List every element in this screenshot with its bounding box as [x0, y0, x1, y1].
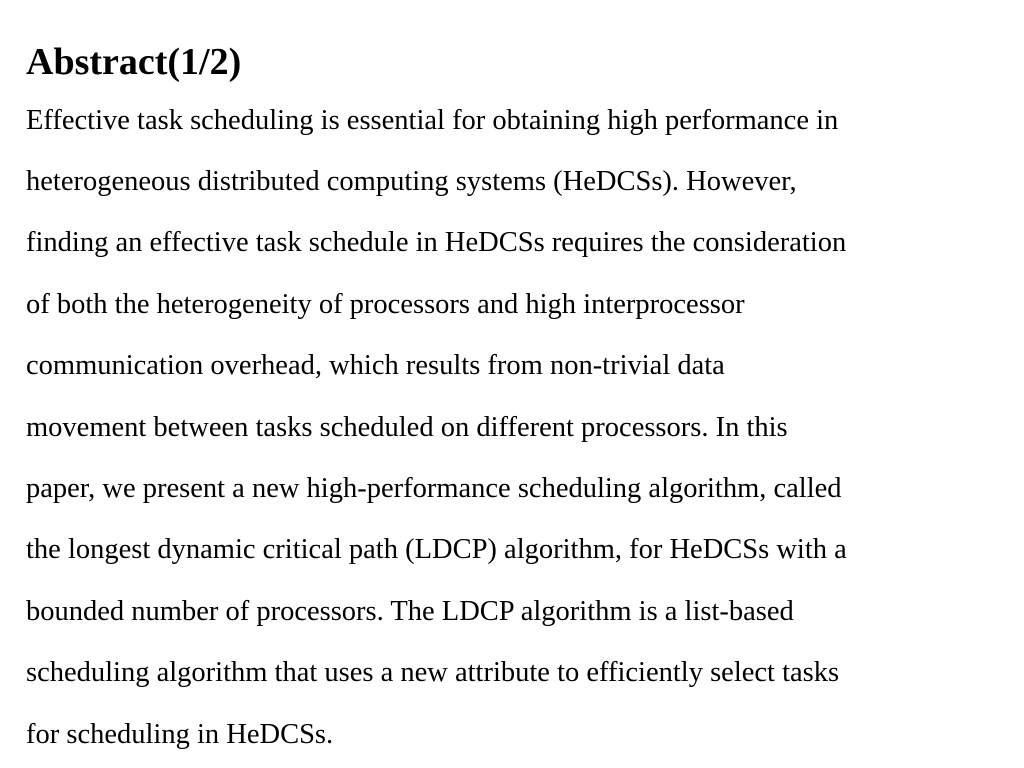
abstract-line: finding an effective task schedule in HeDCSs requires the consideration: [26, 227, 847, 259]
abstract-line: for scheduling in HeDCSs.: [26, 718, 334, 750]
abstract-line: movement between tasks scheduled on different processors. In this: [26, 411, 788, 443]
abstract-line: Effective task scheduling is essential for obtaining high performance in: [26, 105, 839, 136]
abstract-line: of both the heterogeneity of processors and high interprocessor: [26, 288, 745, 320]
abstract-line: paper, we present a new high-performance scheduling algorithm, called: [26, 473, 842, 505]
abstract-line: bounded number of processors. The LDCP algorithm is a list-based: [26, 595, 794, 627]
slide-title: Abstract(1/2): [26, 41, 242, 83]
abstract-line: heterogeneous distributed computing systems (HeDCSs). However,: [26, 166, 797, 197]
abstract-line: scheduling algorithm that uses a new attribute to efficiently select tasks: [26, 657, 840, 689]
abstract-line: the longest dynamic critical path (LDCP) algorithm, for HeDCSs with a: [26, 534, 847, 566]
abstract-line: communication overhead, which results from non-trivial data: [26, 350, 725, 382]
abstract-body: [26, 96, 1010, 765]
